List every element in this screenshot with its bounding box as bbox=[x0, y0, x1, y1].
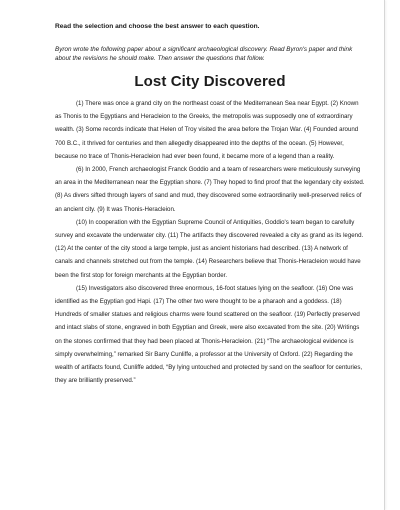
paragraph-1: (1) There was once a grand city on the northeast coast of the Mediterranean Sea near Egypt. (2) Known as Thonis to the Egyptians and Heracleion to the Greeks, the metropolis was supposedly one of extraordinary wealth. (3) Some records indicate that Helen of Troy visited the area before the Trojan War. (4) Founded around 700 B.C., it thrived for centuries and then allegedly disappeared into the depths of the ocean. (5) However, because no trace of Thonis-Heracleion had ever been found, it became more of a legend than a reality. bbox=[55, 100, 359, 160]
paragraph-2: (6) In 2000, French archaeologist Franck Goddio and a team of researchers were meticulously surveying an area in the Mediterranean near the Egyptian shore. (7) They hoped to find proof that the legendary city existed. (8) As divers sifted through layers of sand and mud, they discovered some extraordinarily well-preserved relics of an ancient city. (9) It was Thonis-Heracleion. bbox=[55, 166, 365, 213]
instruction-text: Read the selection and choose the best answer to each question. bbox=[55, 23, 260, 30]
paragraph-3: (10) In cooperation with the Egyptian Supreme Council of Antiquities, Goddio's team began to carefully survey and excavate the underwater city. (11) The artifacts they discovered revealed a city as grand as its legend. (12) At the center of the city stood a large temple, just as ancient historians had described. (13) A network of canals and channels stretched out from the temple. (14) Researchers believe that Thonis-Heracleion would have been the first stop for foreign merchants at the Egyptian border. bbox=[55, 218, 364, 279]
document-content bbox=[55, 22, 365, 387]
paragraph-4: (15) Investigators also discovered three enormous, 16-foot statues lying on the seafloor. (16) One was identified as the Egyptian god Hapi. (17) The other two were thought to be a pharaoh and a goddess. (18) Hundreds of smaller statues and religious charms were found scattered on the seafloor. (19) Perfectly preserved and intact slabs of stone, engraved in both Egyptian and Greek, were also excavated from the site. (20) Writings on the stones confirmed that they had been placed at Thonis-Heracleion. (21) “The archaeological evidence is simply overwhelming,” remarked Sir Barry Cunliffe, a professor at the University of Oxford. (22) Regarding the wealth of artifacts found, Cunliffe added, “By lying untouched and protected by sand on the seafloor for centuries, they are brilliantly preserved.” bbox=[55, 284, 363, 385]
intro-text: Byron wrote the following paper about a significant archaeological discovery. Read Byron's paper and think about the revisions he should make. Then answer the questions that follow. bbox=[55, 46, 353, 62]
article-title: Lost City Discovered bbox=[134, 73, 286, 90]
